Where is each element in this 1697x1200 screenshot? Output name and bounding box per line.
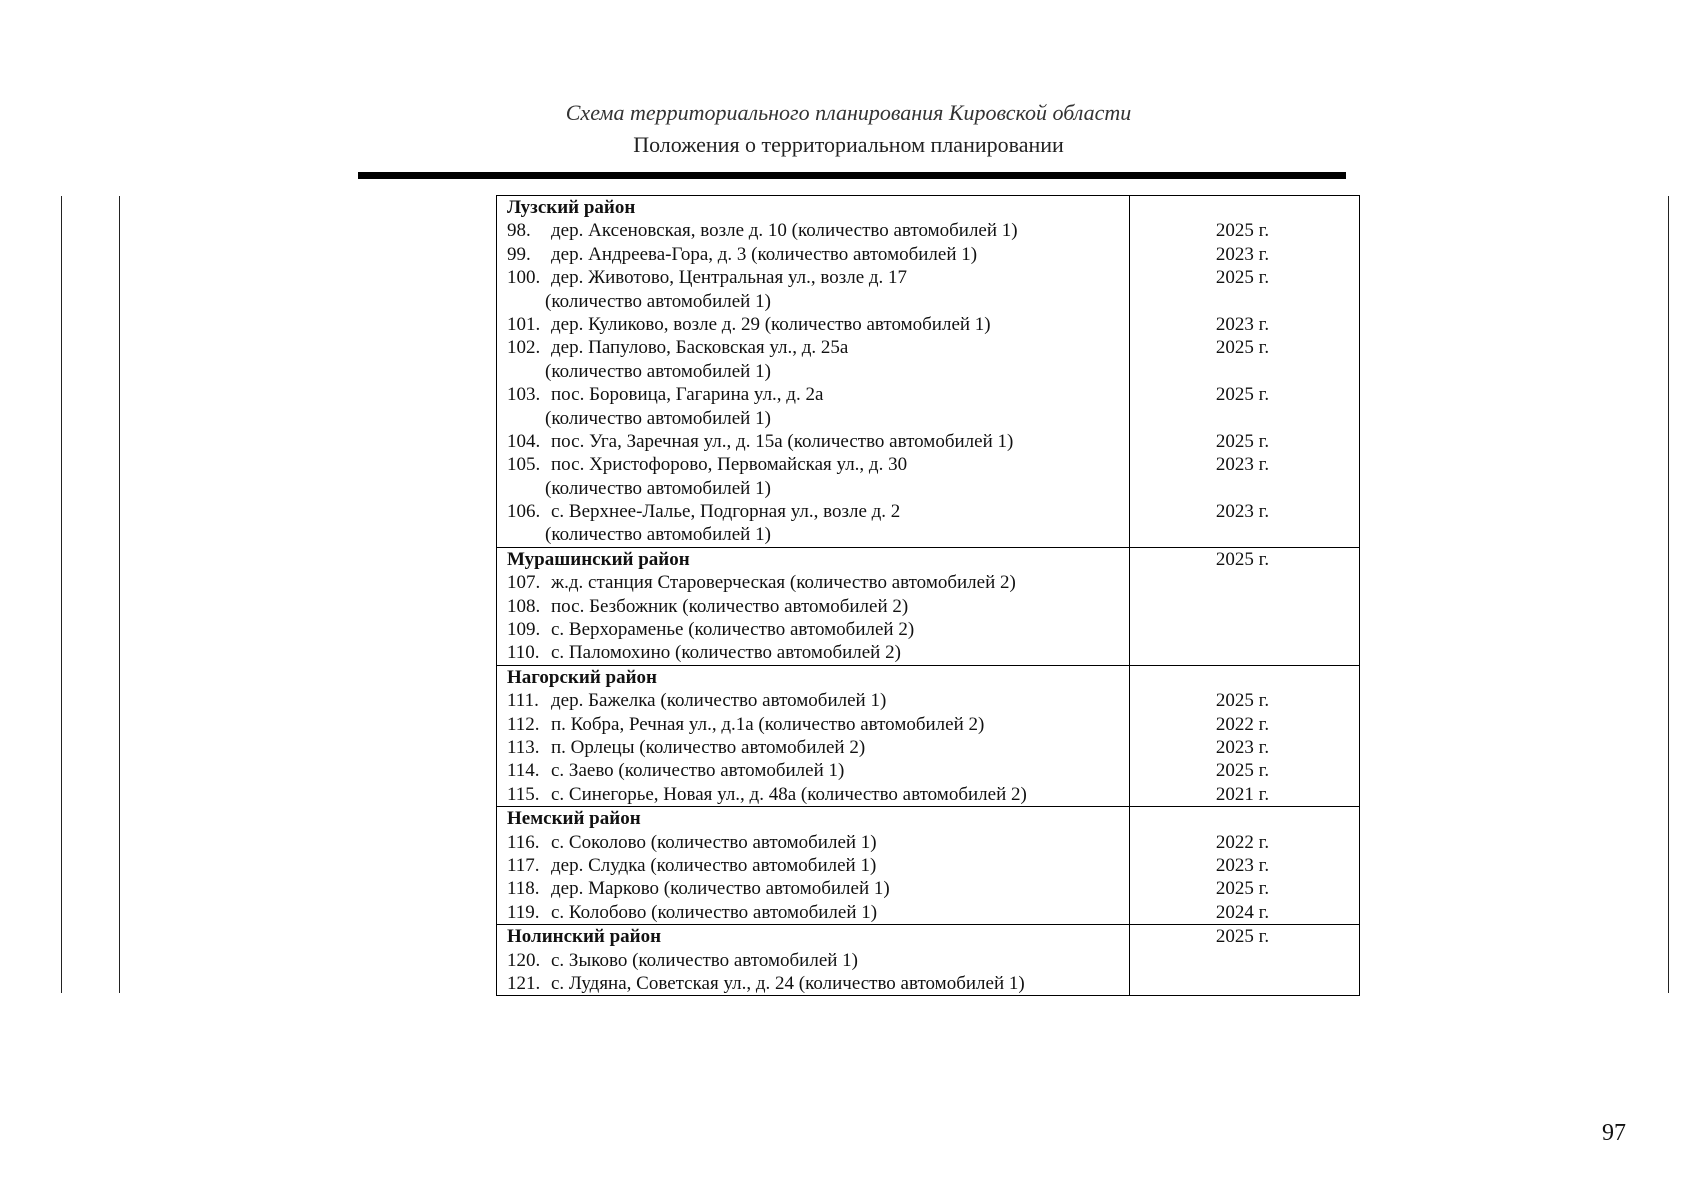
item-year <box>1130 949 1359 972</box>
item-number: 102. <box>507 337 541 359</box>
list-item <box>507 831 1129 854</box>
item-number: 116. <box>507 831 540 853</box>
item-number: 113. <box>507 736 540 758</box>
district-items-cell <box>497 925 1130 996</box>
charging-stations-table <box>496 195 1360 996</box>
item-text: (количество автомобилей 1) <box>545 407 771 429</box>
item-year: 2023 г. <box>1215 736 1270 758</box>
list-item-continuation <box>507 407 1129 430</box>
list-item <box>507 877 1129 900</box>
item-text: с. Заево (количество автомобилей 1) <box>551 760 845 782</box>
document-subtitle: Положения о территориальном планировании <box>633 132 1064 157</box>
item-text: дер. Слудка (количество автомобилей 1) <box>551 854 877 876</box>
list-item <box>507 336 1129 359</box>
list-item <box>507 313 1129 336</box>
district-years-cell <box>1130 807 1360 925</box>
item-number: 121. <box>507 972 541 994</box>
document-title: Схема территориального планирования Кировской области <box>565 100 1132 125</box>
item-text: (количество автомобилей 1) <box>545 360 771 382</box>
item-text: ж.д. станция Староверческая (количество автомобилей 2) <box>551 572 1016 594</box>
list-item <box>507 759 1129 782</box>
item-text: дер. Марково (количество автомобилей 1) <box>551 878 890 900</box>
item-number: 108. <box>507 595 541 617</box>
item-text: с. Лудяна, Советская ул., д. 24 (количество автомобилей 1) <box>551 972 1025 994</box>
item-number: 98. <box>507 220 531 242</box>
list-item <box>507 266 1129 289</box>
year-spacer <box>1130 477 1359 500</box>
item-text: с. Колобово (количество автомобилей 1) <box>551 901 878 923</box>
item-number: 106. <box>507 501 541 523</box>
list-item <box>507 736 1129 759</box>
item-year: 2022 г. <box>1215 713 1270 735</box>
list-item-continuation <box>507 290 1129 313</box>
item-year: 2023 г. <box>1215 854 1270 876</box>
item-text: п. Кобра, Речная ул., д.1а (количество автомобилей 2) <box>551 713 985 735</box>
district-years-cell <box>1130 925 1360 996</box>
item-text: (количество автомобилей 1) <box>545 524 771 546</box>
item-number: 100. <box>507 267 541 289</box>
district-name: Нагорский район <box>507 666 657 688</box>
item-year: 2024 г. <box>1215 901 1270 923</box>
item-year: 2025 г. <box>1215 220 1270 242</box>
list-item <box>507 783 1129 806</box>
item-text: с. Синегорье, Новая ул., д. 48а (количество автомобилей 2) <box>551 783 1027 805</box>
item-number: 104. <box>507 430 541 452</box>
item-year: 2023 г. <box>1215 243 1270 265</box>
table-body <box>497 196 1360 996</box>
item-year: 2023 г. <box>1215 454 1270 476</box>
item-year: 2025 г. <box>1215 690 1270 712</box>
district-row <box>497 547 1360 665</box>
item-year: 2025 г. <box>1215 430 1270 452</box>
item-number: 101. <box>507 313 541 335</box>
list-item <box>507 500 1129 523</box>
district-items-cell <box>497 665 1130 806</box>
item-text: с. Верхораменье (количество автомобилей 2) <box>551 619 915 641</box>
item-year <box>1130 972 1359 995</box>
list-item <box>507 618 1129 641</box>
item-text: дер. Андреева-Гора, д. 3 (количество автомобилей 1) <box>551 243 978 265</box>
district-name: Немский район <box>507 808 641 830</box>
list-item <box>507 972 1129 995</box>
list-item <box>507 713 1129 736</box>
year-spacer <box>1130 290 1359 313</box>
item-number: 115. <box>507 783 540 805</box>
district-row <box>497 665 1360 806</box>
district-row <box>497 925 1360 996</box>
list-item <box>507 219 1129 242</box>
district-year <box>1130 666 1359 689</box>
item-text: (количество автомобилей 1) <box>545 477 771 499</box>
item-year <box>1130 595 1359 618</box>
list-item-continuation <box>507 360 1129 383</box>
item-text: дер. Бажелка (количество автомобилей 1) <box>551 690 887 712</box>
item-year: 2025 г. <box>1215 760 1270 782</box>
item-number: 119. <box>507 901 540 923</box>
district-name: Лузский район <box>507 197 636 218</box>
item-text: пос. Боровица, Гагарина ул., д. 2а <box>551 384 824 406</box>
item-number: 120. <box>507 949 541 971</box>
item-text: дер. Животово, Центральная ул., возле д. 17 <box>551 267 908 289</box>
item-year: 2022 г. <box>1215 831 1270 853</box>
margin-line-left-outer <box>61 196 62 993</box>
item-number: 109. <box>507 619 541 641</box>
district-year: 2025 г. <box>1215 548 1270 570</box>
item-text: пос. Безбожник (количество автомобилей 2) <box>551 595 909 617</box>
header-rule <box>358 172 1346 179</box>
year-spacer <box>1130 407 1359 430</box>
item-number: 118. <box>507 878 540 900</box>
district-row <box>497 807 1360 925</box>
item-year: 2023 г. <box>1215 501 1270 523</box>
margin-line-left-inner <box>119 196 120 993</box>
list-item <box>507 243 1129 266</box>
list-item <box>507 571 1129 594</box>
item-number: 117. <box>507 854 540 876</box>
item-year <box>1130 641 1359 664</box>
district-items-cell <box>497 547 1130 665</box>
year-spacer <box>1130 360 1359 383</box>
district-items-cell <box>497 807 1130 925</box>
item-year <box>1130 571 1359 594</box>
item-text: п. Орлецы (количество автомобилей 2) <box>551 736 866 758</box>
list-item <box>507 595 1129 618</box>
list-item <box>507 383 1129 406</box>
item-year: 2025 г. <box>1215 384 1270 406</box>
item-year: 2025 г. <box>1215 267 1270 289</box>
item-text: с. Зыково (количество автомобилей 1) <box>551 949 858 971</box>
district-name: Мурашинский район <box>507 548 690 570</box>
page-number: 97 <box>1602 1120 1626 1146</box>
item-text: (количество автомобилей 1) <box>545 290 771 312</box>
item-year <box>1130 618 1359 641</box>
district-year <box>1130 807 1359 830</box>
item-text: с. Соколово (количество автомобилей 1) <box>551 831 877 853</box>
item-text: дер. Аксеновская, возле д. 10 (количество автомобилей 1) <box>551 220 1018 242</box>
list-item <box>507 641 1129 664</box>
district-name: Нолинский район <box>507 926 662 948</box>
list-item-continuation <box>507 477 1129 500</box>
item-text: пос. Христофорово, Первомайская ул., д. 30 <box>551 454 908 476</box>
item-number: 112. <box>507 713 540 735</box>
item-text: пос. Уга, Заречная ул., д. 15а (количество автомобилей 1) <box>551 430 1014 452</box>
item-number: 110. <box>507 642 540 664</box>
item-number: 107. <box>507 572 541 594</box>
item-number: 105. <box>507 454 541 476</box>
list-item <box>507 453 1129 476</box>
item-text: дер. Куликово, возле д. 29 (количество автомобилей 1) <box>551 313 991 335</box>
district-year <box>1130 196 1359 219</box>
item-year: 2023 г. <box>1215 313 1270 335</box>
item-year: 2025 г. <box>1215 878 1270 900</box>
item-year: 2021 г. <box>1215 783 1270 805</box>
item-number: 111. <box>507 690 539 712</box>
district-items-cell <box>497 196 1130 548</box>
year-spacer <box>1130 523 1359 546</box>
list-item <box>507 689 1129 712</box>
district-years-cell <box>1130 665 1360 806</box>
district-years-cell <box>1130 547 1360 665</box>
list-item <box>507 949 1129 972</box>
item-year: 2025 г. <box>1215 337 1270 359</box>
list-item <box>507 901 1129 924</box>
margin-line-right <box>1668 196 1669 993</box>
list-item <box>507 854 1129 877</box>
item-text: с. Паломохино (количество автомобилей 2) <box>551 642 901 664</box>
item-number: 114. <box>507 760 540 782</box>
district-years-cell <box>1130 196 1360 548</box>
item-number: 99. <box>507 243 531 265</box>
item-number: 103. <box>507 384 541 406</box>
district-row <box>497 196 1360 548</box>
list-item <box>507 430 1129 453</box>
district-year: 2025 г. <box>1215 926 1270 948</box>
item-text: с. Верхнее-Лалье, Подгорная ул., возле д. 2 <box>551 501 901 523</box>
item-text: дер. Папулово, Басковская ул., д. 25а <box>551 337 849 359</box>
list-item-continuation <box>507 523 1129 546</box>
